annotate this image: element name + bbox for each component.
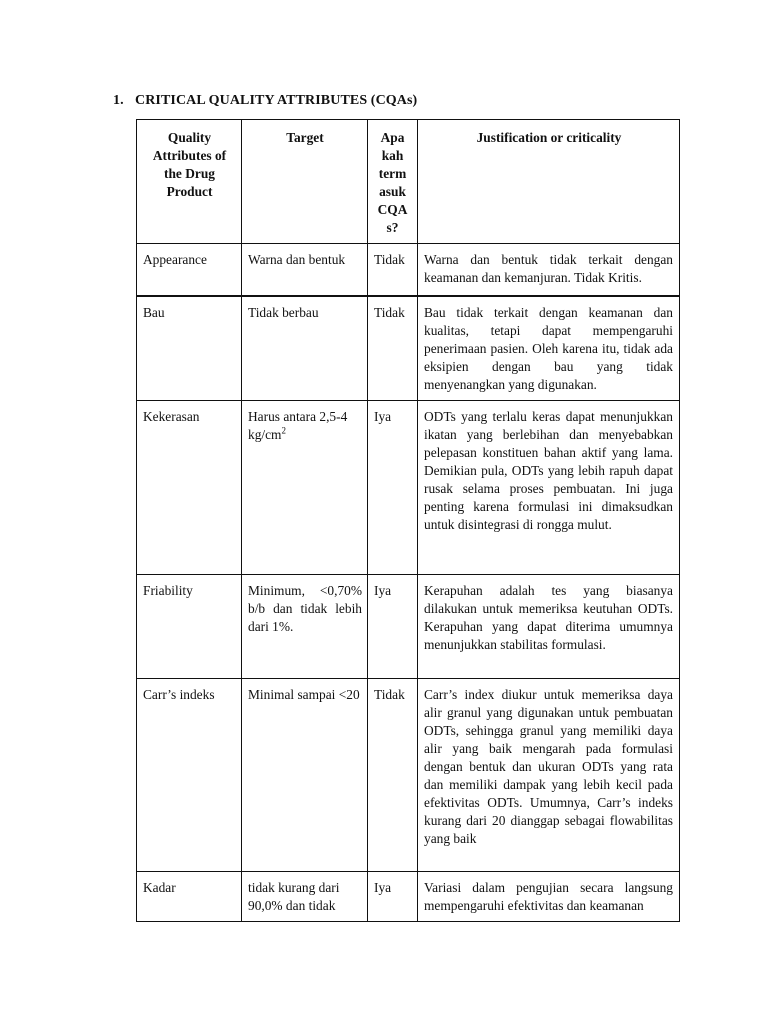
cell-target — [242, 400, 368, 574]
cqa-table — [136, 119, 680, 922]
section-heading — [113, 93, 417, 109]
superscript: 2 — [281, 425, 286, 436]
header-quality-attributes: Quality Attributes of the Drug Product — [137, 120, 242, 244]
cell-justification: Carr’s index diukur untuk memeriksa daya alir granul yang digunakan untuk pembuatan ODTs, sehingga granul yang memiliki daya alir yang baik mengarah pada formulasi dengan bentuk dan ukuran ODTs yang rata dan memiliki dampak yang lebih kecil pada efektivitas ODTs. Umumnya, Carr’s indeks kurang dari 20 dianggap sebagai flowabilitas yang baik — [418, 678, 680, 871]
table-row — [137, 574, 680, 678]
cell-cqa: Tidak — [368, 678, 418, 871]
cell-justification: ODTs yang terlalu keras dapat menunjukkan ikatan yang berlebihan dan menyebabkan pelepasan konstituen bahan aktif yang lama. Demikian pula, ODTs yang lebih rapuh dapat rusak selama proses pembuatan. Ini juga penting karena formulasi ini dimaksudkan untuk disintegrasi di rongga mulut. — [418, 400, 680, 574]
cell-justification: Bau tidak terkait dengan keamanan dan kualitas, tetapi dapat mempengaruhi penerimaan pasien. Oleh karena itu, tidak ada eksipien dengan bau yang tidak menyenangkan yang digunakan. — [418, 296, 680, 401]
header-is-cqa: Apa kah term asuk CQA s? — [368, 120, 418, 244]
cell-cqa: Tidak — [368, 244, 418, 296]
cell-justification: Kerapuhan adalah tes yang biasanya dilakukan untuk memeriksa keutuhan ODTs. Kerapuhan yang dapat diterima umumnya menunjukkan stabilitas formulasi. — [418, 574, 680, 678]
cell-cqa: Iya — [368, 871, 418, 921]
header-target: Target — [242, 120, 368, 244]
cell-cqa: Iya — [368, 574, 418, 678]
cell-cqa: Iya — [368, 400, 418, 574]
cell-attribute: Bau — [137, 296, 242, 401]
table-row — [137, 296, 680, 401]
cell-target: tidak kurang dari 90,0% dan tidak — [242, 871, 368, 921]
cell-target: Minimal sampai <20 — [242, 678, 368, 871]
cell-target-text: Harus antara 2,5-4 kg/cm — [248, 408, 348, 442]
table-row — [137, 400, 680, 574]
cell-attribute: Carr’s indeks — [137, 678, 242, 871]
section-number: 1. — [113, 93, 124, 108]
table-row — [137, 871, 680, 921]
table-row — [137, 678, 680, 871]
table-row — [137, 244, 680, 296]
cell-target: Minimum, <0,70% b/b dan tidak lebih dari 1%. — [242, 574, 368, 678]
cell-attribute: Friability — [137, 574, 242, 678]
header-justification: Justification or criticality — [418, 120, 680, 244]
cell-target: Tidak berbau — [242, 296, 368, 401]
cell-attribute: Kadar — [137, 871, 242, 921]
cell-justification: Warna dan bentuk tidak terkait dengan keamanan dan kemanjuran. Tidak Kritis. — [418, 244, 680, 296]
table-header-row — [137, 120, 680, 244]
cell-cqa: Tidak — [368, 296, 418, 401]
cell-justification: Variasi dalam pengujian secara langsung mempengaruhi efektivitas dan keamanan — [418, 871, 680, 921]
section-title: CRITICAL QUALITY ATTRIBUTES (CQAs) — [135, 93, 418, 108]
cell-target: Warna dan bentuk — [242, 244, 368, 296]
cell-attribute: Kekerasan — [137, 400, 242, 574]
cell-attribute: Appearance — [137, 244, 242, 296]
